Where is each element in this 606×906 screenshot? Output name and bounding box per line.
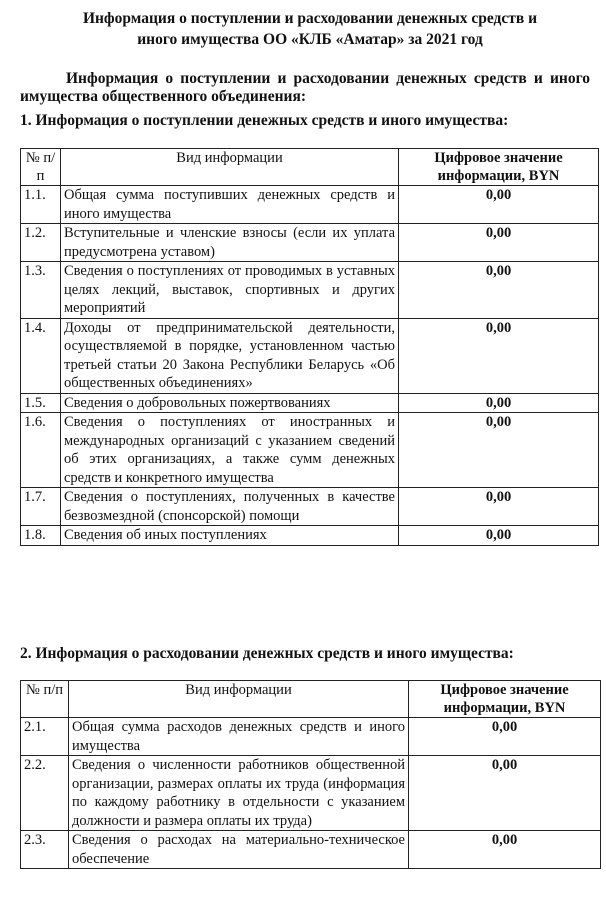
row-num: 1.5. (21, 393, 61, 413)
section-1-title: 1. Информация о поступлении денежных средств и иного имущества: (20, 112, 509, 129)
section-2-title: 2. Информация о расходовании денежных средств и иного имущества: (20, 645, 514, 662)
row-desc: Доходы от предпринимательской деятельности, осуществляемой в порядке, установленном частью третьей статьи 20 Закона Республики Беларусь «Об общественных объединениях» (61, 318, 399, 393)
row-value: 0,00 (399, 318, 599, 393)
header-value: Цифровое значение информации, BYN (399, 149, 599, 186)
row-desc: Общая сумма расходов денежных средств и иного имущества (69, 718, 409, 756)
row-value: 0,00 (399, 262, 599, 319)
table-row (21, 756, 601, 831)
header-type: Вид информации (61, 149, 399, 186)
table-row (21, 488, 599, 526)
row-value: 0,00 (399, 526, 599, 546)
row-desc: Сведения о добровольных пожертвованиях (61, 393, 399, 413)
row-desc: Сведения о численности работников общественной организации, размерах оплаты их труда (информация по каждому работнику в отдельности с указанием должности и размера оплаты их труда) (69, 756, 409, 831)
row-num: 1.2. (21, 224, 61, 262)
table-row (21, 318, 599, 393)
row-value: 0,00 (399, 413, 599, 488)
row-desc: Общая сумма поступивших денежных средств и иного имущества (61, 186, 399, 224)
table-row (21, 413, 599, 488)
expense-table (20, 680, 601, 869)
row-value: 0,00 (399, 186, 599, 224)
row-num: 1.3. (21, 262, 61, 319)
row-num: 1.1. (21, 186, 61, 224)
table-row (21, 526, 599, 546)
row-num: 2.3. (21, 831, 69, 869)
row-value: 0,00 (409, 718, 601, 756)
row-value: 0,00 (399, 488, 599, 526)
header-num: № п/п (21, 149, 61, 186)
table-row (21, 718, 601, 756)
row-num: 1.6. (21, 413, 61, 488)
title-line-2: иного имущества ОО «КЛБ «Аматар» за 2021 год (137, 31, 483, 48)
income-table (20, 148, 599, 546)
table-row (21, 393, 599, 413)
header-value: Цифровое значение информации, BYN (409, 681, 601, 718)
row-value: 0,00 (399, 224, 599, 262)
row-num: 1.8. (21, 526, 61, 546)
table-row (21, 831, 601, 869)
title-line-1: Информация о поступлении и расходовании денежных средств и (82, 10, 538, 27)
table-row (21, 186, 599, 224)
row-value: 0,00 (409, 831, 601, 869)
header-type: Вид информации (69, 681, 409, 718)
row-num: 2.1. (21, 718, 69, 756)
row-desc: Сведения о поступлениях от иностранных и международных организаций с указанием сведений об этих организациях, а также сумм денежных средств и конкретного имущества (61, 413, 399, 488)
report-heading: Информация о поступлении и расходовании денежных средств и иного имущества общественного объединения: (20, 70, 590, 105)
table-header-row (21, 149, 599, 186)
table-row (21, 224, 599, 262)
table-row (21, 262, 599, 319)
row-desc: Сведения о поступлениях, полученных в качестве безвозмездной (спонсорской) помощи (61, 488, 399, 526)
document-title (40, 8, 580, 50)
row-desc: Сведения о поступлениях от проводимых в уставных целях лекций, выставок, спортивных и других мероприятий (61, 262, 399, 319)
row-num: 1.7. (21, 488, 61, 526)
header-num: № п/п (21, 681, 69, 718)
table-header-row (21, 681, 601, 718)
row-desc: Вступительные и членские взносы (если их уплата предусмотрена уставом) (61, 224, 399, 262)
row-num: 2.2. (21, 756, 69, 831)
row-value: 0,00 (399, 393, 599, 413)
row-desc: Сведения о расходах на материально-техническое обеспечение (69, 831, 409, 869)
row-value: 0,00 (409, 756, 601, 831)
row-desc: Сведения об иных поступлениях (61, 526, 399, 546)
row-num: 1.4. (21, 318, 61, 393)
